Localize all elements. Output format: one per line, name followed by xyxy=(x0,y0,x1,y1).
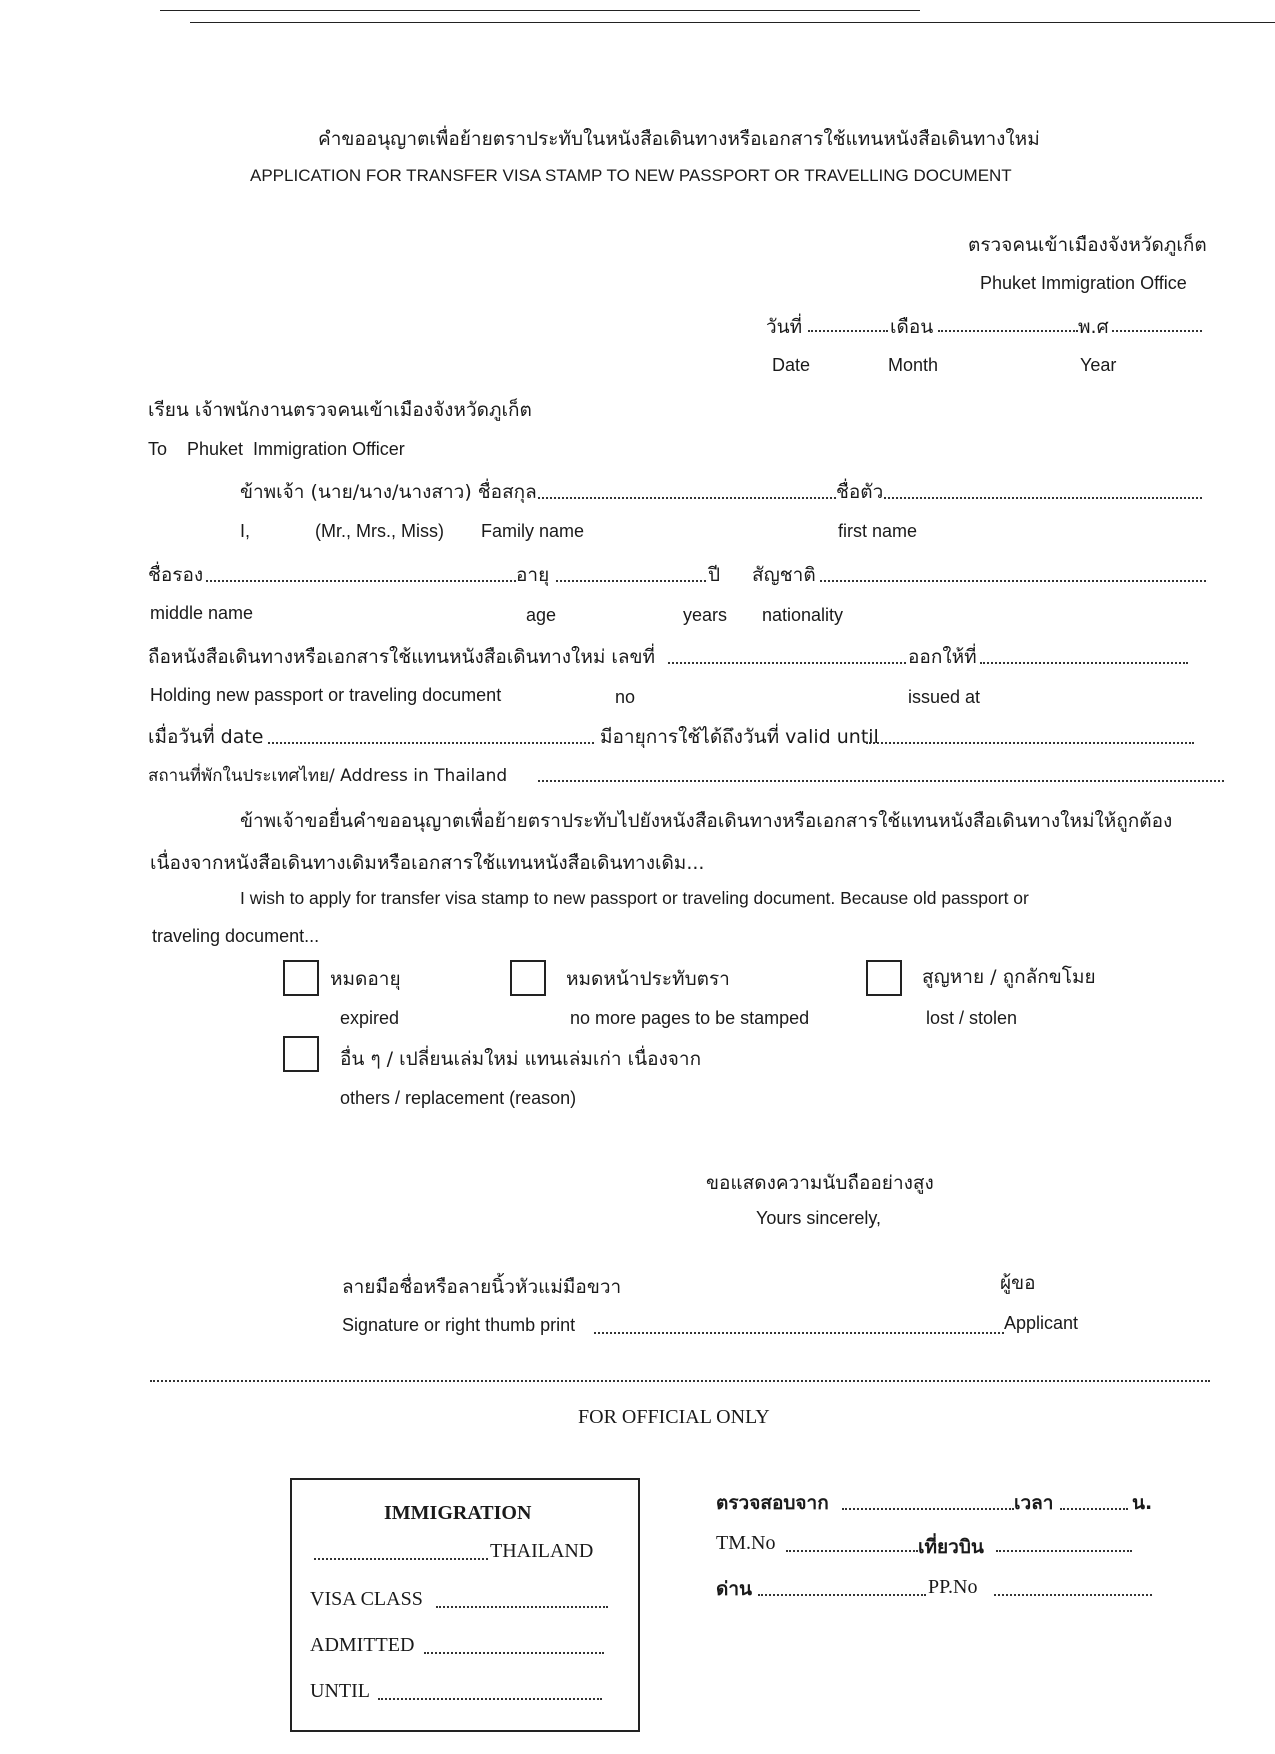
years-label-en: years xyxy=(683,605,728,625)
issued-label-th: ออกให้ที่ xyxy=(908,646,977,668)
time-field[interactable] xyxy=(1060,1508,1128,1510)
issued-at-field[interactable] xyxy=(980,662,1188,664)
passport-number-field[interactable] xyxy=(668,662,906,664)
month-field[interactable] xyxy=(938,330,1078,332)
middle-label-th: ชื่อรอง xyxy=(148,564,204,586)
stamp-visa-class: VISA CLASS xyxy=(310,1588,423,1610)
first-name-field[interactable] xyxy=(884,497,1202,499)
years-label-th: ปี xyxy=(708,564,721,586)
office-english: Phuket Immigration Office xyxy=(980,273,1187,293)
official-separator xyxy=(150,1380,1210,1382)
regards-thai: ขอแสดงความนับถืออย่างสูง xyxy=(706,1172,934,1194)
pp-no-field[interactable] xyxy=(994,1594,1152,1596)
firstname-label-th: ชื่อตัว xyxy=(836,481,884,503)
stamp-place-field[interactable] xyxy=(314,1558,488,1560)
applicant-label-en: Applicant xyxy=(1004,1313,1079,1333)
expired-label-en: expired xyxy=(340,1008,400,1028)
day-label-en: Date xyxy=(772,355,811,375)
checked-from-label: ตรวจสอบจาก xyxy=(716,1492,829,1514)
top-rule-2 xyxy=(190,22,1275,23)
age-label-en: age xyxy=(526,605,557,625)
stamp-title: IMMIGRATION xyxy=(384,1502,532,1524)
valid-label-th: มีอายุการใช้ได้ถึงวันที่ valid until xyxy=(600,726,879,748)
lost-stolen-checkbox[interactable] xyxy=(866,960,902,996)
date-label-th: เมื่อวันที่ date xyxy=(148,726,264,748)
flight-label: เที่ยวบิน xyxy=(918,1536,984,1558)
addressee-english: To Phuket Immigration Officer xyxy=(148,439,405,459)
immigration-stamp-box xyxy=(290,1478,640,1732)
month-label-en: Month xyxy=(888,355,939,375)
year-label-th: พ.ศ xyxy=(1078,316,1109,338)
others-label-th: อื่น ๆ / เปลี่ยนเล่มใหม่ แทนเล่มเก่า เนื่องจาก xyxy=(340,1048,702,1070)
no-label-en: no xyxy=(615,687,636,707)
month-label-th: เดือน xyxy=(890,316,934,338)
visa-class-field[interactable] xyxy=(436,1606,608,1608)
request-line2-en: traveling document... xyxy=(152,926,320,946)
regards-english: Yours sincerely, xyxy=(756,1208,882,1228)
i-label-en: I, xyxy=(240,521,251,541)
pp-no-label: PP.No xyxy=(928,1576,978,1598)
nationality-field[interactable] xyxy=(820,580,1206,582)
day-field[interactable] xyxy=(808,330,888,332)
family-name-field[interactable] xyxy=(538,497,836,499)
title-english: APPLICATION FOR TRANSFER VISA STAMP TO NEW PASSPORT OR TRAVELLING DOCUMENT xyxy=(250,166,1012,185)
holding-label-en: Holding new passport or traveling document xyxy=(150,685,502,705)
no-pages-label-th: หมดหน้าประทับตรา xyxy=(566,968,730,990)
i-label-th: ข้าพเจ้า (นาย/นาง/นางสาว) ชื่อสกุล xyxy=(240,481,537,503)
nationality-label-en: nationality xyxy=(762,605,844,625)
stamp-country: THAILAND xyxy=(490,1540,594,1562)
addressee-thai: เรียน เจ้าพนักงานตรวจคนเข้าเมืองจังหวัดภูเก็ต xyxy=(148,399,532,421)
others-label-en: others / replacement (reason) xyxy=(340,1088,577,1108)
checked-from-field[interactable] xyxy=(842,1508,1014,1510)
holding-label-th: ถือหนังสือเดินทางหรือเอกสารใช้แทนหนังสือเดินทางใหม่ เลขที่ xyxy=(148,646,656,668)
stamp-admitted: ADMITTED xyxy=(310,1634,415,1656)
first-label-en: first name xyxy=(838,521,918,541)
middle-label-en: middle name xyxy=(150,603,254,623)
address-label: สถานที่พักในประเทศไทย/ Address in Thailand xyxy=(148,766,508,786)
lost-stolen-label-th: สูญหาย / ถูกลักขโมย xyxy=(922,966,1096,988)
title-thai: คำขออนุญาตเพื่อย้ายตราประทับในหนังสือเดินทางหรือเอกสารใช้แทนหนังสือเดินทางใหม่ xyxy=(318,128,1040,150)
day-label-th: วันที่ xyxy=(766,316,803,338)
tm-no-field[interactable] xyxy=(786,1550,918,1552)
valid-until-field[interactable] xyxy=(866,742,1194,744)
address-field[interactable] xyxy=(538,780,1224,782)
request-line2-th: เนื่องจากหนังสือเดินทางเดิมหรือเอกสารใช้แทนหนังสือเดินทางเดิม... xyxy=(150,852,705,874)
lost-stolen-label-en: lost / stolen xyxy=(926,1008,1018,1028)
issued-label-en: issued at xyxy=(908,687,981,707)
signature-label-th: ลายมือชื่อหรือลายนิ้วหัวแม่มือขวา xyxy=(342,1276,622,1298)
age-label-th: อายุ xyxy=(516,564,550,586)
tm-no-label: TM.No xyxy=(716,1532,776,1554)
no-pages-label-en: no more pages to be stamped xyxy=(570,1008,810,1028)
top-rule xyxy=(160,10,920,11)
official-heading: FOR OFFICIAL ONLY xyxy=(578,1406,770,1428)
others-checkbox[interactable] xyxy=(283,1036,319,1072)
flight-field[interactable] xyxy=(996,1550,1132,1552)
time-unit-label: น. xyxy=(1132,1492,1153,1514)
nationality-label-th: สัญชาติ xyxy=(752,564,816,586)
admitted-field[interactable] xyxy=(424,1652,604,1654)
applicant-label-th: ผู้ขอ xyxy=(1000,1272,1036,1294)
year-field[interactable] xyxy=(1112,330,1202,332)
no-pages-checkbox[interactable] xyxy=(510,960,546,996)
time-label: เวลา xyxy=(1014,1492,1054,1514)
request-line1-th: ข้าพเจ้าขอยื่นคำขออนุญาตเพื่อย้ายตราประทับไปยังหนังสือเดินทางหรือเอกสารใช้แทนหนังสือเดินทางใหม่ให้ถูกต้อง xyxy=(240,810,1173,832)
signature-field[interactable] xyxy=(594,1332,1004,1334)
year-label-en: Year xyxy=(1080,355,1117,375)
title-label-en: (Mr., Mrs., Miss) xyxy=(315,521,444,541)
middle-name-field[interactable] xyxy=(206,580,516,582)
age-field[interactable] xyxy=(556,580,706,582)
office-thai: ตรวจคนเข้าเมืองจังหวัดภูเก็ต xyxy=(968,234,1207,256)
request-line1-en: I wish to apply for transfer visa stamp to new passport or traveling document. Because old passport or xyxy=(240,888,1029,908)
issue-date-field[interactable] xyxy=(268,742,594,744)
stamp-until: UNTIL xyxy=(310,1680,370,1702)
checkpoint-field[interactable] xyxy=(758,1594,926,1596)
checkpoint-label: ด่าน xyxy=(716,1578,752,1600)
expired-checkbox[interactable] xyxy=(283,960,319,996)
until-field[interactable] xyxy=(378,1698,602,1700)
expired-label-th: หมดอายุ xyxy=(330,968,401,990)
family-label-en: Family name xyxy=(481,521,585,541)
signature-label-en: Signature or right thumb print xyxy=(342,1315,576,1335)
